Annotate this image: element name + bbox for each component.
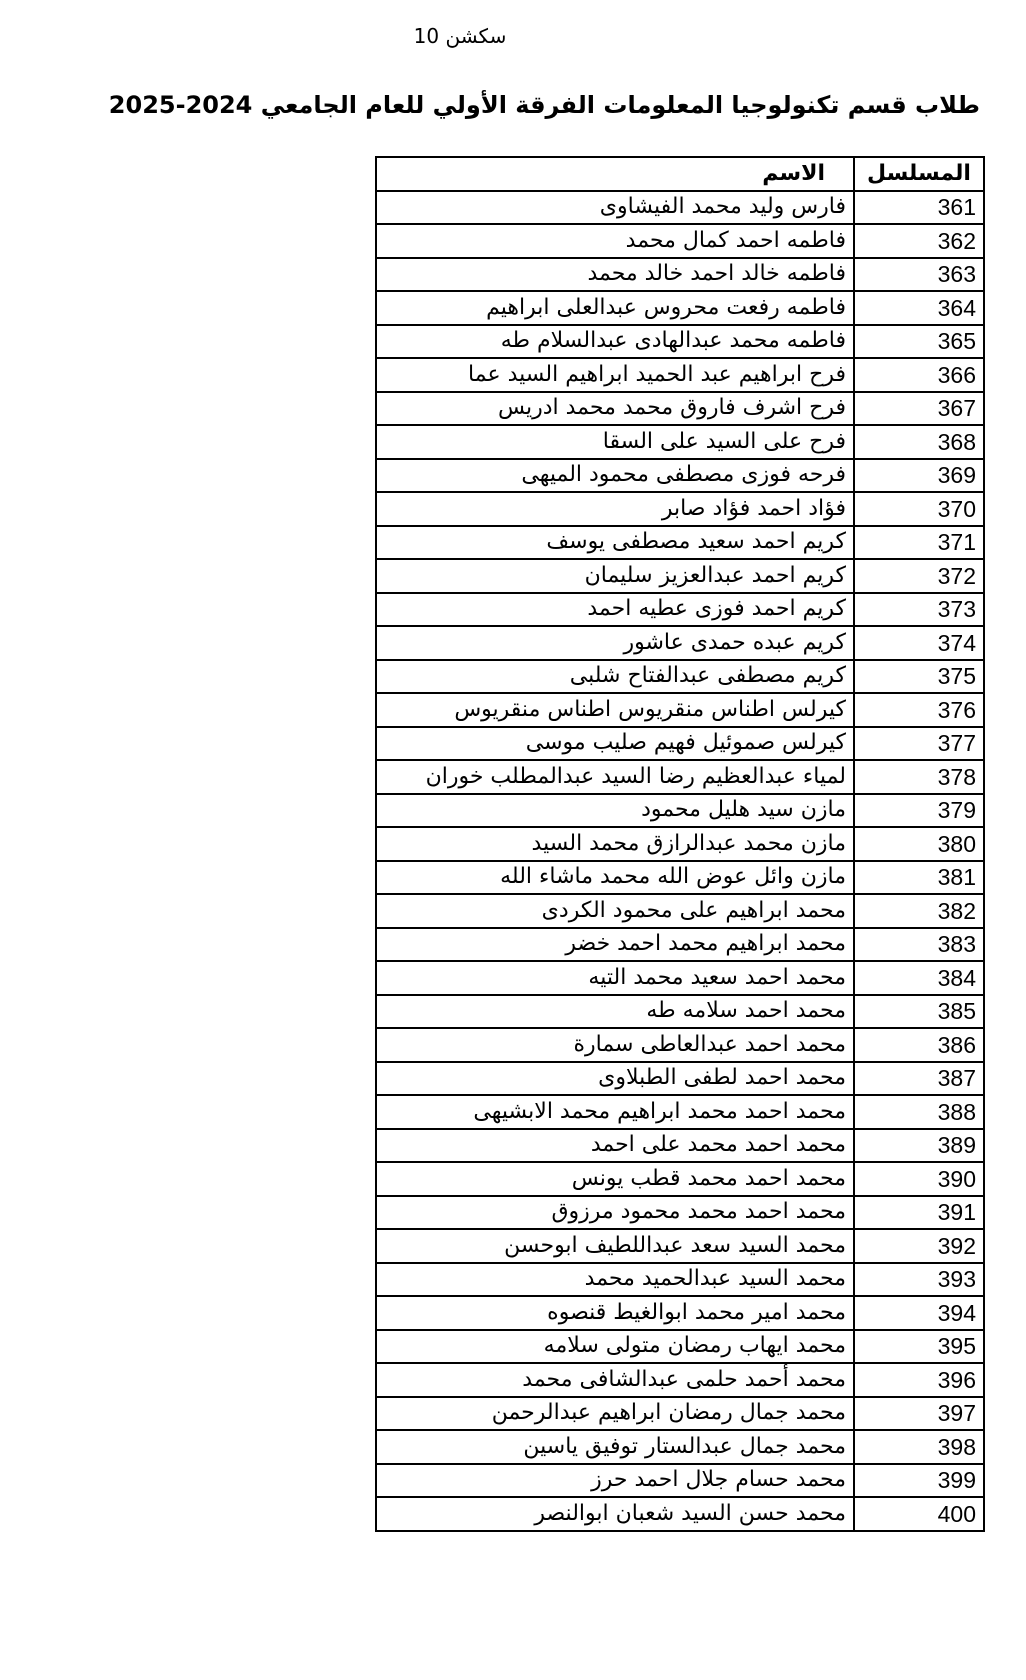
- serial-cell: 389: [854, 1129, 984, 1163]
- serial-cell: 377: [854, 727, 984, 761]
- student-name-cell: محمد جمال عبدالستار توفيق ياسين: [376, 1430, 854, 1464]
- serial-cell: 374: [854, 626, 984, 660]
- student-name-cell: محمد احمد محمد على احمد: [376, 1129, 854, 1163]
- student-name-cell: كريم احمد فوزى عطيه احمد: [376, 593, 854, 627]
- student-name-cell: محمد احمد لطفى الطبلاوى: [376, 1062, 854, 1096]
- serial-cell: 379: [854, 794, 984, 828]
- student-name-cell: محمد جمال رمضان ابراهيم عبدالرحمن: [376, 1397, 854, 1431]
- student-name-cell: كريم احمد سعيد مصطفى يوسف: [376, 526, 854, 560]
- table-row: [376, 1095, 984, 1129]
- student-name-cell: محمد احمد سلامه طه: [376, 995, 854, 1029]
- table-row: [376, 358, 984, 392]
- student-name-cell: كريم عبده حمدى عاشور: [376, 626, 854, 660]
- student-name-cell: فاطمه خالد احمد خالد محمد: [376, 258, 854, 292]
- student-name-cell: فرح على السيد على السقا: [376, 425, 854, 459]
- student-name-cell: فرح اشرف فاروق محمد محمد ادريس: [376, 392, 854, 426]
- table-row: [376, 1062, 984, 1096]
- serial-cell: 393: [854, 1263, 984, 1297]
- table-row: [376, 559, 984, 593]
- table-row: [376, 1497, 984, 1531]
- table-row: [376, 727, 984, 761]
- serial-cell: 396: [854, 1363, 984, 1397]
- table-row: [376, 258, 984, 292]
- student-name-cell: محمد ابراهيم على محمود الكردى: [376, 894, 854, 928]
- serial-cell: 383: [854, 928, 984, 962]
- serial-cell: 370: [854, 492, 984, 526]
- student-name-cell: فارس وليد محمد الفيشاوى: [376, 191, 854, 225]
- table-row: [376, 1296, 984, 1330]
- table-row: [376, 894, 984, 928]
- table-row: [376, 1129, 984, 1163]
- student-name-cell: فاطمه محمد عبدالهادى عبدالسلام طه: [376, 325, 854, 359]
- serial-cell: 390: [854, 1162, 984, 1196]
- table-row: [376, 928, 984, 962]
- serial-cell: 363: [854, 258, 984, 292]
- serial-cell: 366: [854, 358, 984, 392]
- student-name-cell: مازن وائل عوض الله محمد ماشاء الله: [376, 861, 854, 895]
- student-name-cell: محمد احمد محمد ابراهيم محمد الابشيهى: [376, 1095, 854, 1129]
- student-name-cell: محمد السيد سعد عبداللطيف ابوحسن: [376, 1229, 854, 1263]
- student-name-cell: لمياء عبدالعظيم رضا السيد عبدالمطلب خوران: [376, 760, 854, 794]
- serial-cell: 392: [854, 1229, 984, 1263]
- student-name-cell: كيرلس اطناس منقريوس اطناس منقريوس: [376, 693, 854, 727]
- serial-cell: 381: [854, 861, 984, 895]
- serial-cell: 387: [854, 1062, 984, 1096]
- table-row: [376, 1162, 984, 1196]
- serial-cell: 365: [854, 325, 984, 359]
- serial-cell: 391: [854, 1196, 984, 1230]
- serial-cell: 386: [854, 1028, 984, 1062]
- table-row: [376, 1430, 984, 1464]
- roster-body: [376, 191, 984, 1531]
- student-roster-table: [375, 156, 985, 1532]
- name-column-header: الاسم: [376, 157, 854, 191]
- serial-cell: 388: [854, 1095, 984, 1129]
- table-row: [376, 1196, 984, 1230]
- table-row: [376, 1363, 984, 1397]
- student-name-cell: محمد حسن السيد شعبان ابوالنصر: [376, 1497, 854, 1531]
- student-name-cell: محمد أحمد حلمى عبدالشافى محمد: [376, 1363, 854, 1397]
- table-row: [376, 191, 984, 225]
- student-name-cell: محمد امير محمد ابوالغيط قنصوه: [376, 1296, 854, 1330]
- serial-cell: 385: [854, 995, 984, 1029]
- student-name-cell: محمد احمد عبدالعاطى سمارة: [376, 1028, 854, 1062]
- table-row: [376, 492, 984, 526]
- serial-cell: 380: [854, 827, 984, 861]
- student-name-cell: فاطمه احمد كمال محمد: [376, 224, 854, 258]
- serial-cell: 375: [854, 660, 984, 694]
- serial-cell: 399: [854, 1464, 984, 1498]
- table-row: [376, 526, 984, 560]
- table-row: [376, 1028, 984, 1062]
- table-row: [376, 291, 984, 325]
- serial-cell: 394: [854, 1296, 984, 1330]
- table-row: [376, 827, 984, 861]
- table-row: [376, 224, 984, 258]
- student-name-cell: محمد ابراهيم محمد احمد خضر: [376, 928, 854, 962]
- table-row: [376, 693, 984, 727]
- table-row: [376, 861, 984, 895]
- student-name-cell: محمد حسام جلال احمد حرز: [376, 1464, 854, 1498]
- table-row: [376, 392, 984, 426]
- serial-cell: 364: [854, 291, 984, 325]
- serial-cell: 371: [854, 526, 984, 560]
- section-label: سكشن 10: [413, 24, 507, 48]
- serial-cell: 361: [854, 191, 984, 225]
- table-row: [376, 1397, 984, 1431]
- serial-cell: 372: [854, 559, 984, 593]
- table-row: [376, 961, 984, 995]
- student-name-cell: كريم مصطفى عبدالفتاح شلبى: [376, 660, 854, 694]
- serial-cell: 384: [854, 961, 984, 995]
- table-row: [376, 1263, 984, 1297]
- serial-cell: 368: [854, 425, 984, 459]
- page-title: طلاب قسم تكنولوجيا المعلومات الفرقة الأولي للعام الجامعي 2024-2025: [108, 91, 980, 119]
- serial-cell: 382: [854, 894, 984, 928]
- student-name-cell: محمد احمد محمد قطب يونس: [376, 1162, 854, 1196]
- serial-cell: 373: [854, 593, 984, 627]
- student-name-cell: محمد احمد سعيد محمد التيه: [376, 961, 854, 995]
- table-row: [376, 425, 984, 459]
- serial-cell: 400: [854, 1497, 984, 1531]
- student-name-cell: كريم احمد عبدالعزيز سليمان: [376, 559, 854, 593]
- student-name-cell: فؤاد احمد فؤاد صابر: [376, 492, 854, 526]
- student-name-cell: مازن محمد عبدالرازق محمد السيد: [376, 827, 854, 861]
- table-row: [376, 593, 984, 627]
- table-row: [376, 626, 984, 660]
- serial-cell: 367: [854, 392, 984, 426]
- table-row: [376, 1330, 984, 1364]
- serial-cell: 398: [854, 1430, 984, 1464]
- student-name-cell: مازن سيد هليل محمود: [376, 794, 854, 828]
- serial-column-header: المسلسل: [854, 157, 984, 191]
- student-name-cell: محمد السيد عبدالحميد محمد: [376, 1263, 854, 1297]
- serial-cell: 395: [854, 1330, 984, 1364]
- table-row: [376, 660, 984, 694]
- student-name-cell: فرحه فوزى مصطفى محمود الميهى: [376, 459, 854, 493]
- serial-cell: 378: [854, 760, 984, 794]
- serial-cell: 362: [854, 224, 984, 258]
- table-row: [376, 325, 984, 359]
- table-row: [376, 995, 984, 1029]
- table-header-row: [376, 157, 984, 191]
- table-row: [376, 794, 984, 828]
- student-name-cell: فرح ابراهيم عبد الحميد ابراهيم السيد عما: [376, 358, 854, 392]
- table-row: [376, 1464, 984, 1498]
- student-name-cell: فاطمه رفعت محروس عبدالعلى ابراهيم: [376, 291, 854, 325]
- student-name-cell: محمد احمد محمد محمود مرزوق: [376, 1196, 854, 1230]
- table-row: [376, 1229, 984, 1263]
- table-row: [376, 760, 984, 794]
- serial-cell: 397: [854, 1397, 984, 1431]
- table-row: [376, 459, 984, 493]
- serial-cell: 369: [854, 459, 984, 493]
- student-name-cell: كيرلس صموئيل فهيم صليب موسى: [376, 727, 854, 761]
- student-name-cell: محمد ايهاب رمضان متولى سلامه: [376, 1330, 854, 1364]
- serial-cell: 376: [854, 693, 984, 727]
